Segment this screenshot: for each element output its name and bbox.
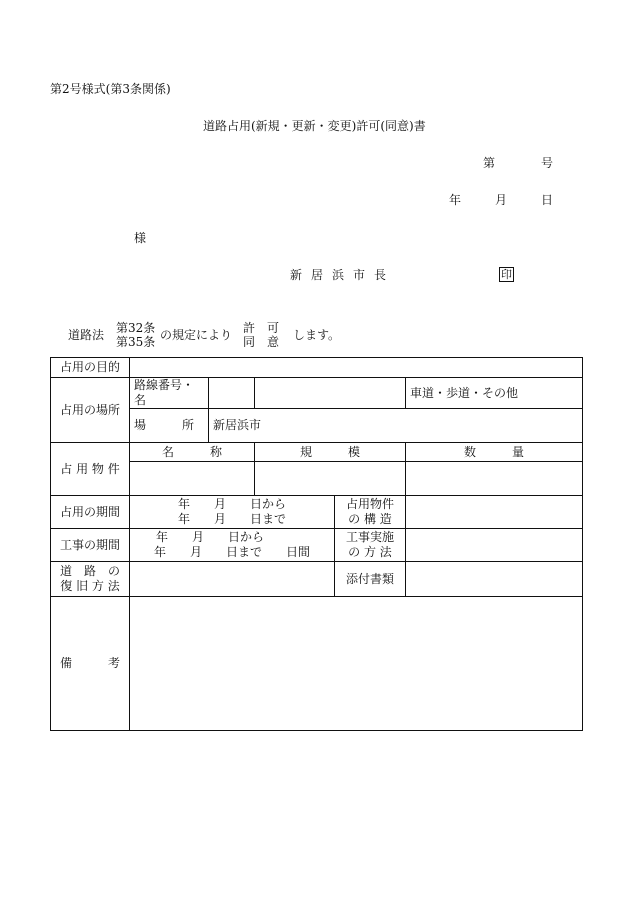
work-period-label: 工事の期間	[51, 529, 130, 562]
place-value: 新居浜市	[209, 409, 583, 443]
route-name-value[interactable]	[255, 378, 406, 409]
work-from: 年 月 日から	[155, 530, 264, 544]
structure-label	[335, 496, 406, 529]
period-from: 年 月 日から	[177, 497, 286, 511]
purpose-value[interactable]	[130, 358, 583, 378]
work-method-label	[335, 529, 406, 562]
restore-label-line1: 道 路 の	[59, 564, 120, 578]
structure-label-line1: 占用物件	[345, 497, 394, 511]
statement-middle: の規定により	[160, 328, 233, 342]
period-dates	[130, 496, 335, 529]
restore-label-line2: 復 旧 方 法	[60, 579, 120, 593]
doc-number-go: 号	[541, 156, 554, 170]
restore-value[interactable]	[130, 562, 335, 597]
seal-mark: 印	[501, 268, 512, 281]
object-header-scale: 規 模	[255, 443, 406, 462]
road-type-options: 車道・歩道・その他	[406, 378, 583, 409]
work-method-label-line2: の 方 法	[348, 545, 392, 559]
remarks-label: 備 考	[51, 597, 130, 731]
article-32: 第32条	[116, 321, 156, 335]
purpose-label: 占用の目的	[51, 358, 130, 378]
object-quantity-value[interactable]	[406, 462, 583, 496]
route-label: 路線番号・名	[130, 378, 209, 409]
permit-form-table	[50, 357, 583, 731]
work-to: 年 月 日まで 日間	[153, 545, 310, 559]
route-number-value[interactable]	[209, 378, 255, 409]
action-permit: 許 可	[243, 321, 280, 335]
object-name-value[interactable]	[130, 462, 255, 496]
location-label: 占用の場所	[51, 378, 130, 443]
period-to: 年 月 日まで	[177, 512, 286, 526]
structure-value[interactable]	[406, 496, 583, 529]
date-day: 日	[541, 193, 554, 207]
object-header-name: 名 称	[130, 443, 255, 462]
structure-label-line2: の 構 造	[348, 512, 392, 526]
law-name: 道路法	[68, 328, 105, 342]
work-method-value[interactable]	[406, 529, 583, 562]
attachments-value[interactable]	[406, 562, 583, 597]
remarks-value[interactable]	[130, 597, 583, 731]
place-label: 場 所	[130, 409, 209, 443]
document-title: 道路占用(新規・更新・変更)許可(同意)書	[203, 119, 426, 133]
object-label: 占 用 物 件	[51, 443, 130, 496]
restore-label	[51, 562, 130, 597]
work-method-label-line1: 工事実施	[345, 530, 394, 544]
action-consent: 同 意	[243, 335, 280, 349]
object-header-quantity: 数 量	[406, 443, 583, 462]
statement-actions	[243, 321, 279, 349]
object-scale-value[interactable]	[255, 462, 406, 496]
addressee-suffix: 様	[134, 231, 147, 245]
issuer-name: 新居浜市長	[290, 268, 396, 282]
article-35: 第35条	[116, 335, 156, 349]
date-year: 年	[449, 193, 462, 207]
work-period-dates	[130, 529, 335, 562]
statement-end: します。	[293, 328, 341, 342]
doc-number-dai: 第	[483, 156, 496, 170]
period-label: 占用の期間	[51, 496, 130, 529]
date-month: 月	[495, 193, 508, 207]
law-articles	[116, 321, 155, 349]
attachments-label: 添付書類	[335, 562, 406, 597]
form-number: 第2号様式(第3条関係)	[50, 82, 171, 96]
